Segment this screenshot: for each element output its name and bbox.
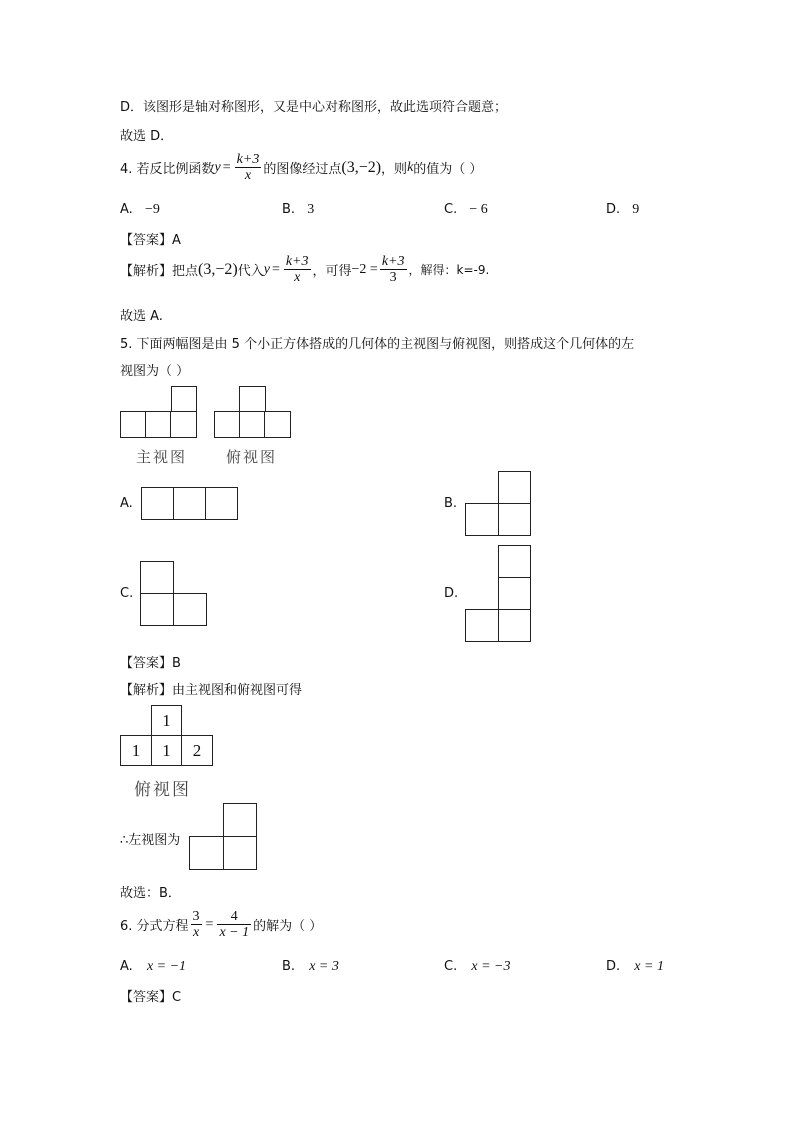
q4-option-d bbox=[606, 202, 639, 218]
q5-analysis: 【解析】由主视图和俯视图可得 bbox=[120, 683, 303, 698]
q4-y: y bbox=[214, 159, 221, 175]
q6-fraction-left-denominator: x bbox=[191, 924, 202, 940]
top-cell bbox=[214, 411, 241, 438]
q4-eq: = bbox=[222, 159, 231, 175]
q6-stem bbox=[120, 909, 322, 940]
q5-option-d-figure bbox=[465, 545, 535, 643]
q5-stem-line1: 5. 下面两幅图是由 5 个小正方体搭成的几何体的主视图与俯视图，则搭成这个几何体的左 bbox=[120, 337, 635, 352]
q5-option-a-label: A. bbox=[120, 496, 133, 511]
q4-analysis-fraction2-denominator: 3 bbox=[380, 269, 407, 285]
q6-fraction-right-denominator: x − 1 bbox=[219, 925, 250, 940]
q5-analysis-top-view bbox=[120, 705, 216, 767]
option-a-cell bbox=[141, 487, 174, 520]
top-cell bbox=[264, 411, 291, 438]
q5-option-a-figure bbox=[141, 487, 241, 521]
q4-analysis-mid2: ，可得 bbox=[312, 264, 352, 279]
q5-option-b-label: B. bbox=[444, 496, 458, 511]
q5-stem-line2: 视图为（ ） bbox=[120, 364, 190, 379]
analysis-cell bbox=[151, 705, 182, 736]
q4-analysis-prefix: 【解析】把点 bbox=[120, 264, 199, 279]
q4-answer: 【答案】A bbox=[120, 233, 181, 248]
q4-option-a bbox=[120, 202, 160, 218]
option-c-cell bbox=[140, 561, 174, 594]
q5-conclusion: ∴左视图为 bbox=[120, 833, 181, 848]
left-view-cell bbox=[223, 803, 257, 837]
q6-fraction-right bbox=[217, 909, 251, 940]
q4-fraction-denominator: x bbox=[235, 167, 262, 183]
analysis-cell bbox=[120, 735, 152, 766]
q5-option-c-figure bbox=[140, 561, 210, 627]
q4-prefix: 4. 若反比例函数 bbox=[120, 162, 215, 177]
q4-suffix2: 的值为（ ） bbox=[413, 162, 483, 177]
q5-option-d-label: D. bbox=[444, 586, 459, 601]
q6-fraction-left-numerator: 3 bbox=[192, 909, 200, 924]
q4-choose: 故选 A. bbox=[120, 309, 163, 324]
analysis-cell-number: 1 bbox=[162, 740, 171, 760]
q6-option-a bbox=[120, 959, 186, 975]
left-view-cell bbox=[189, 836, 224, 870]
q4-mid: 的图像经过点 bbox=[263, 162, 342, 177]
q4-analysis-point: (3,−2) bbox=[198, 260, 238, 278]
analysis-cell-number: 1 bbox=[162, 710, 171, 730]
q6-option-d-label: D. bbox=[606, 959, 621, 974]
q4-fraction bbox=[235, 152, 262, 183]
option-b-cell bbox=[498, 503, 531, 536]
q6-prefix: 6. 分式方程 bbox=[120, 919, 189, 934]
q3-choose: 故选 D． bbox=[120, 129, 174, 144]
q4-analysis-fraction bbox=[284, 254, 311, 285]
q6-option-c-value: x = −3 bbox=[471, 959, 511, 974]
q6-option-b-value: x = 3 bbox=[309, 959, 339, 974]
q4-analysis-y: y bbox=[263, 261, 270, 277]
q4-option-c bbox=[444, 202, 488, 218]
option-d-cell bbox=[498, 609, 531, 642]
q5-front-view bbox=[120, 386, 200, 440]
option-d-cell bbox=[498, 545, 531, 578]
q4-analysis-fraction2-numerator: k+3 bbox=[381, 254, 405, 269]
q3-option-d-text: D．该图形是轴对称图形，又是中心对称图形，故此选项符合题意； bbox=[120, 100, 508, 115]
analysis-cell-number: 2 bbox=[192, 740, 202, 760]
front-cell bbox=[120, 411, 147, 438]
top-cell bbox=[239, 386, 266, 413]
option-c-cell bbox=[173, 593, 207, 626]
q4-point: (3,−2) bbox=[341, 158, 382, 176]
q5-option-b-figure bbox=[465, 471, 535, 537]
q4-option-c-value: − 6 bbox=[469, 202, 488, 217]
q5-top-view bbox=[214, 386, 294, 440]
option-d-cell bbox=[498, 577, 531, 610]
q6-option-d bbox=[606, 959, 664, 975]
front-cell bbox=[145, 411, 172, 438]
q4-stem bbox=[120, 152, 482, 183]
q6-eq: = bbox=[205, 916, 214, 932]
analysis-cell bbox=[181, 735, 213, 766]
q5-left-view bbox=[189, 803, 259, 871]
q6-answer: 【答案】C bbox=[120, 990, 182, 1005]
q4-option-a-label: A. bbox=[120, 202, 133, 217]
q4-analysis-fraction-numerator: k+3 bbox=[285, 254, 309, 269]
q4-option-b-value: 3 bbox=[307, 202, 315, 217]
q6-fraction-right-numerator: 4 bbox=[230, 909, 238, 924]
q6-option-b bbox=[282, 959, 339, 975]
front-cell bbox=[171, 386, 197, 413]
top-cell bbox=[239, 411, 266, 438]
q5-choose: 故选：B． bbox=[120, 886, 181, 901]
q4-fraction-numerator: k+3 bbox=[236, 152, 260, 167]
option-c-cell bbox=[140, 593, 174, 626]
q4-option-b bbox=[282, 202, 314, 218]
q4-option-d-label: D. bbox=[606, 202, 621, 217]
q4-option-c-label: C. bbox=[444, 202, 458, 217]
q4-option-a-value: −9 bbox=[144, 202, 160, 217]
q6-option-c-label: C. bbox=[444, 959, 458, 974]
q4-analysis-fraction2 bbox=[380, 254, 407, 285]
q6-option-c bbox=[444, 959, 510, 975]
option-d-cell bbox=[465, 609, 499, 642]
q4-analysis: 【解析】把点 (3,−2) 代入 y = $\frac{k+3}{x}$ ，可得 −2 = $\frac{k+3}{3}$ ，解得：k=-9. bbox=[120, 254, 490, 285]
q4-analysis-end: ，解得：k=-9. bbox=[408, 263, 490, 277]
q5-caption-top: 俯视图 bbox=[226, 448, 278, 466]
q4-analysis-fraction-denominator: x bbox=[284, 269, 311, 285]
front-cell bbox=[170, 411, 197, 438]
q4-suffix1: ，则 bbox=[381, 162, 408, 177]
q4-analysis-lhs: −2 = bbox=[351, 261, 378, 277]
q4-option-d-value: 9 bbox=[632, 202, 640, 217]
analysis-cell bbox=[151, 735, 182, 766]
q4-option-b-label: B. bbox=[282, 202, 296, 217]
q5-answer: 【答案】B bbox=[120, 656, 181, 671]
q6-suffix: 的解为（ ） bbox=[253, 919, 323, 934]
q6-option-a-label: A. bbox=[120, 959, 133, 974]
q5-analysis-caption: 俯视图 bbox=[134, 780, 191, 800]
q6-option-b-label: B. bbox=[282, 959, 296, 974]
q6-fraction-left bbox=[191, 909, 202, 940]
q6-option-d-value: x = 1 bbox=[634, 959, 664, 974]
q5-caption-front: 主视图 bbox=[136, 448, 188, 466]
q6-option-a-value: x = −1 bbox=[146, 959, 187, 974]
q4-analysis-mid1: 代入 bbox=[237, 264, 264, 279]
option-b-cell bbox=[498, 471, 531, 504]
left-view-cell bbox=[223, 836, 257, 870]
option-a-cell bbox=[173, 487, 206, 520]
option-a-cell bbox=[205, 487, 238, 520]
q5-option-c-label: C. bbox=[120, 586, 134, 601]
option-b-cell bbox=[465, 503, 499, 536]
q4-k: k bbox=[407, 159, 414, 175]
analysis-cell-number: 1 bbox=[131, 740, 141, 760]
